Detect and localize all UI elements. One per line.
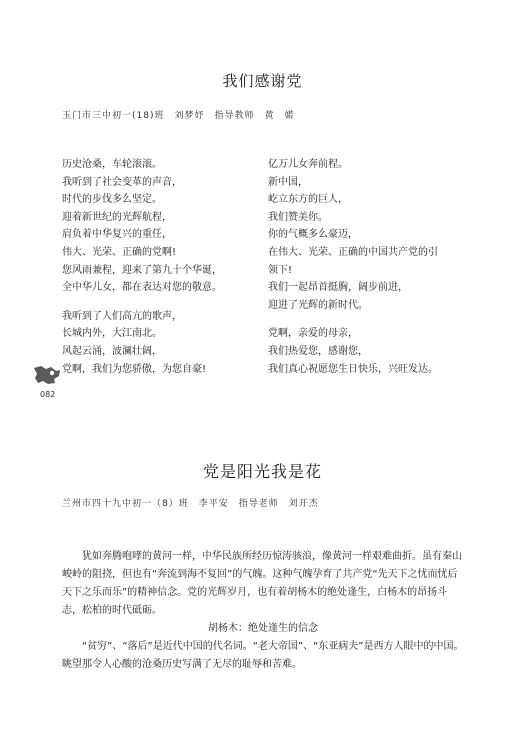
poem-line: 长城内外，大江南北。 (62, 328, 162, 340)
poem-line: 亿万儿女奔前程。 (268, 159, 348, 170)
poem-left-stanza-2 (62, 308, 222, 378)
poem-right-stanza-1 (268, 156, 438, 314)
poem-line: 全中华儿女，都在表达对您的敬意。 (62, 282, 222, 294)
poem-byline: 玉门市三中初一(18)班 刘梦妤 指导教师 黄 婼 (62, 111, 295, 121)
poem-line: 时代的步伐多么坚定。 (62, 194, 162, 206)
poem-line: 风起云涌，波澜壮阔， (62, 345, 162, 357)
essay-title: 党是阳光我是花 (202, 462, 322, 481)
poem-line: 我们一起昂首挺胸，阔步前进， (268, 282, 408, 294)
essay-subheading: 胡杨木：绝处逢生的信念 (208, 623, 318, 634)
poem-line: 党啊，我们为您骄傲，为您自豪! (62, 363, 207, 375)
page-marker-icon (32, 364, 62, 386)
poem-line: 新中国， (268, 176, 308, 188)
poem-line: 领下! (268, 264, 293, 276)
page-marker-shape (32, 364, 62, 386)
poem-line: 历史沧桑，车轮滚滚。 (62, 159, 162, 170)
poem-line: 肩负着中华复兴的重任， (62, 229, 172, 241)
essay-byline: 兰州市四十九中初一（8）班 李平安 指导老师 刘开杰 (62, 499, 319, 509)
poem-right-stanza-2 (268, 325, 438, 378)
poem-line: 您风雨兼程，迎来了第九十个华诞， (62, 264, 222, 276)
poem-title: 我们感谢党 (222, 72, 303, 90)
poem-line: 你的气概多么豪迈， (268, 229, 358, 241)
poem-line: 迎着新世纪的光辉航程， (62, 211, 172, 223)
essay-body (62, 548, 464, 674)
poem-line: 我们热爱您，感谢您， (268, 345, 368, 357)
poem-line: 迎进了光辉的新时代。 (268, 299, 368, 311)
poem-line: 在伟大、光荣、正确的中国共产党的引 (268, 246, 438, 258)
essay-paragraph: “贫穷”、“落后”是近代中国的代名词。“老大帝国”、“东亚病夫”是西方人眼中的中国。眺望那令人心酸的沧桑历史写满了无尽的耻辱和苦难。 (62, 641, 464, 670)
poem-line: 我们赞美你。 (268, 211, 328, 223)
poem-line: 屹立东方的巨人， (268, 194, 348, 206)
poem-line: 我们真心祝愿您生日快乐，兴旺发达。 (268, 363, 438, 375)
poem-line: 我听到了社会变革的声音， (62, 176, 182, 188)
poem-line: 党啊，亲爱的母亲， (268, 328, 358, 340)
poem-left-column (62, 156, 222, 389)
poem-left-stanza-1 (62, 156, 222, 297)
poem-line: 我听到了人们高亢的歌声， (62, 310, 182, 322)
poem-line: 伟大、光荣、正确的党啊! (62, 246, 177, 258)
page-number: 082 (40, 390, 56, 399)
poem-right-column (268, 156, 438, 389)
essay-paragraph: 犹如奔腾咆哮的黄河一样，中华民族所经历惊涛骇浪，像黄河一样艰难曲折。虽有秦山峻岭的阻挠，但也有“奔流到海不复回”的气魄。这种气魄孕育了共产党“先天下之忧而忧后天下之乐而乐”的精神信念。党的光辉岁月，也有着胡杨木的绝处逢生，白杨木的昂扬斗志，松柏的时代砥砺。 (62, 551, 462, 616)
